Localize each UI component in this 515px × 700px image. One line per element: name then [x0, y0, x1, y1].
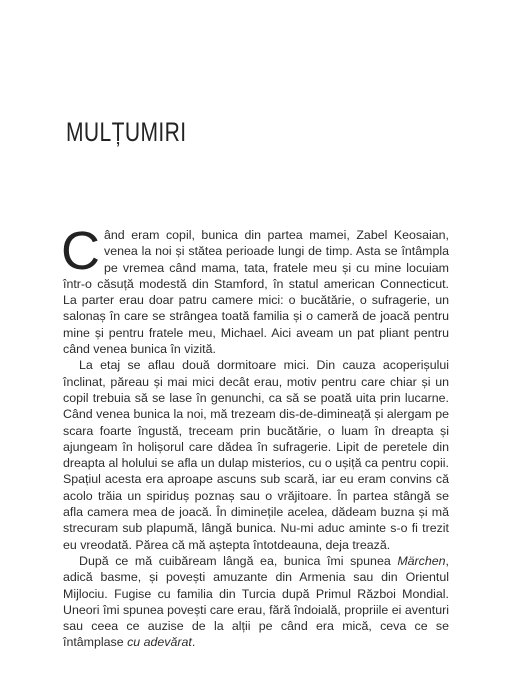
paragraph-3-italic-marchen: Märchen: [397, 553, 446, 568]
paragraph-1-text: ând eram copil, bunica din partea mamei, Zabel Keosaian, venea la noi și stătea perioade lungi de timp. Asta se întâmpla pe vremea când mama, tata, fratele meu și cu mine locuiam într-o căsuță modestă din Stamford, în statul american Connecticut. La parter erau doar patru camere mici: o bucătărie, o sufragerie, un salonaș în care se strângea toată familia și o cameră de joacă pentru mine și pentru fratele meu, Michael. Aici aveam un pat pliant pentru când venea bunica în vizită.: [63, 228, 449, 357]
paragraph-3-text-after: .: [191, 635, 196, 650]
paragraph-2: [63, 357, 449, 553]
paragraph-3-text-before: După ce mă cuibăream lângă ea, bunica îmi spunea: [79, 553, 398, 568]
paragraph-1: [61, 221, 449, 357]
body-text: [61, 221, 449, 651]
paragraph-3-text-middle: , adică basme, și povești amuzante din Armenia sau din Orientul Mijlociu. Fugise cu familia din Turcia după Primul Război Mondial. Uneori îmi spunea povești care erau, fără îndoială, propriile ei aventuri sau ceea ce auzise de la alții pe când era mică, ceva ce se întâmplase: [63, 553, 449, 650]
paragraph-3: [63, 553, 449, 651]
paragraph-2-text: La etaj se aflau două dormitoare mici. Din cauza acoperișului înclinat, păreau și mai mici decât erau, motiv pentru care chiar și un copil trebuia să se lase în genunchi, ca să se poată uita prin lucarne. Când venea bunica la noi, mă trezeam dis-de-dimineață și alergam pe scara foarte îngustă, treceam prin bucătărie, o luam în dreapta și ajungeam în holișorul care dădea în sufragerie. Lipit de peretele din dreapta al holului se afla un dulap misterios, cu o ușiță ca pentru copii. Spațiul acesta era aproape ascuns sub scară, iar eu eram convins că acolo trăia un spiriduș poznaș sau o vrăjitoare. În partea stângă se afla camera mea de joacă. În diminețile acelea, dădeam buzna și mă strecuram sub plapumă, lângă bunica. Nu-mi aduc aminte s-o fi trezit eu vreodată. Părea că mă aștepta întotdeauna, deja trează.: [63, 358, 449, 552]
drop-cap: C: [61, 221, 100, 281]
paragraph-3-italic-cu-adevarat: cu adevărat: [127, 635, 192, 650]
chapter-title: MULȚUMIRI: [66, 117, 187, 147]
